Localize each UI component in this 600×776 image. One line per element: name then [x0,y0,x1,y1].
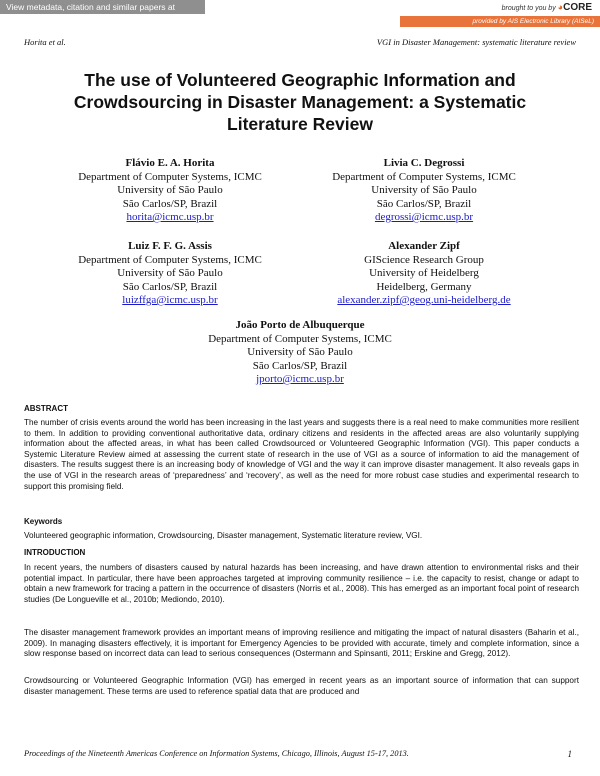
author-email[interactable]: jporto@icmc.usp.br [256,373,344,385]
author-name: Luiz F. F. G. Assis [128,240,212,252]
core-provider-bar: provided by AIS Electronic Library (AISeL) [400,16,600,27]
keywords-heading: Keywords [24,517,63,526]
author-email[interactable]: degrossi@icmc.usp.br [374,211,474,223]
core-metadata-text: View metadata, citation and similar papers at [6,2,175,12]
author-email[interactable]: luizffga@icmc.usp.br [122,294,218,306]
author-email[interactable]: alexander.zipf@geog.uni-heidelberg.de [337,294,511,306]
core-banner [0,0,600,28]
author-dept: Department of Computer Systems, ICMC [78,253,262,266]
core-brand[interactable] [502,2,592,13]
author-name: Alexander Zipf [388,240,460,252]
author-block [180,319,420,387]
keywords-text: Volunteered geographic information, Crowdsourcing, Disaster management, Systematic literature review, VGI. [24,531,423,540]
author-dept: GIScience Research Group [364,253,484,266]
page-number: 1 [567,749,572,759]
author-place: São Carlos/SP, Brazil [122,280,218,293]
author-org: University of São Paulo [371,184,477,196]
abstract-text: The number of crisis events around the world has been increasing in the last years and suggests there is a real need to make communities more resilient to them. In addition to providing conventional authoritative data, ordinary citizens and residents in the affected areas are also voluntarily supplying information about the affected areas, in what has been called Crowdsourced or Volunteered Geographic Information (VGI). This paper conducts a Systemic Literature Review aimed at assessing the current state of research in the use of VGI as a source of information to aid the management of disasters. The results suggest there is an increasing body of knowledge of VGI and the way it can improve disaster management. It also reveals gaps in the use of VGI in the research areas of ‘preparedness’ and ‘recovery’, as well as the need for more robust case studies and experimental research to support this promising field. [24,418,579,491]
author-email[interactable]: horita@icmc.usp.br [126,211,214,223]
intro-paragraph: The disaster management framework provides an important means of improving resilience and mitigating the impact of natural disasters (Baharin et al., 2009). In managing disasters effectively, it is important for Emergency Agencies to be provided with accurate, timely and complete information, since a slow response based on incorrect data can lead to serious consequences (Ostermann and Spinsanti, 2011; Erskine and Gregg, 2012). [24,628,579,659]
author-org: University of Heidelberg [369,267,479,279]
running-header-left: Horita et al. [24,37,66,47]
introduction-heading: INTRODUCTION [24,548,86,557]
author-block [50,157,290,225]
author-place: São Carlos/SP, Brazil [376,197,472,210]
intro-paragraph: Crowdsourcing or Volunteered Geographic Information (VGI) has emerged in recent years as an important source of information that can support disaster management. These terms are used to reference spatial data that are produced and [24,676,579,696]
footer-proceedings: Proceedings of the Nineteenth Americas Conference on Information Systems, Chicago, Illinois, August 15-17, 2013. [24,749,409,758]
author-name: Livia C. Degrossi [383,157,465,169]
core-link[interactable]: core.ac.uk [6,16,46,26]
author-name: Flávio E. A. Horita [125,157,215,169]
author-block [304,157,544,225]
paper-title: The use of Volunteered Geographic Information and Crowdsourcing in Disaster Management: a Systematic Literature Review [73,70,527,134]
brought-by-text: brought to you by [501,5,556,12]
author-name: João Porto de Albuquerque [235,319,365,331]
core-logo-icon: ◕ [557,2,564,12]
author-org: University of São Paulo [117,267,223,279]
author-place: São Carlos/SP, Brazil [252,359,348,372]
core-logo: ◕CORE [557,2,592,13]
author-dept: Department of Computer Systems, ICMC [208,332,392,345]
author-place: São Carlos/SP, Brazil [122,197,218,210]
author-block [304,240,544,308]
author-place: Heidelberg, Germany [376,280,472,293]
core-metadata-bar[interactable] [0,0,205,26]
author-org: University of São Paulo [117,184,223,196]
abstract-heading: ABSTRACT [24,404,68,413]
author-dept: Department of Computer Systems, ICMC [78,170,262,183]
running-header-right: VGI in Disaster Management: systematic literature review [376,37,576,47]
author-org: University of São Paulo [247,346,353,358]
author-dept: Department of Computer Systems, ICMC [332,170,516,183]
author-block [50,240,290,308]
intro-paragraph: In recent years, the numbers of disasters caused by natural hazards has been increasing, and have drawn attention to environmental risks and their potential impact. In particular, there have been approaches targeted at improving community resilience – i.e. the capacity to resist, change or adapt to obtain a new framework for tracing a pattern in the occurrence of disasters (Norris et al., 2008). This has emerged as an important focal point of research studies (De Longueville et al., 2010b; Mediondo, 2010). [24,563,579,604]
